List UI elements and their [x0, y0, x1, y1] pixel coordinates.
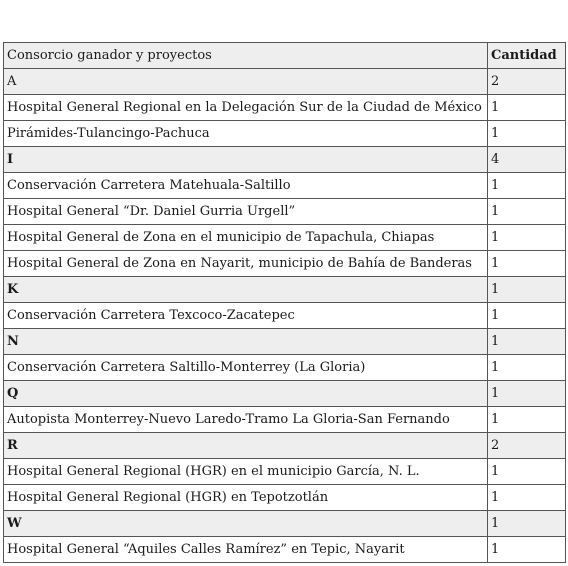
project-name: Conservación Carretera Texcoco-Zacatepec	[4, 303, 488, 329]
consortium-name: A	[4, 69, 488, 95]
consortium-group-row	[4, 147, 566, 173]
header-quantity: Cantidad	[488, 43, 566, 69]
project-quantity: 1	[488, 303, 566, 329]
consortium-quantity: 1	[488, 511, 566, 537]
consortium-group-row	[4, 329, 566, 355]
project-quantity: 1	[488, 355, 566, 381]
project-name: Hospital General “Dr. Daniel Gurria Urgell”	[4, 199, 488, 225]
project-quantity: 1	[488, 537, 566, 563]
project-name: Conservación Carretera Saltillo-Monterrey (La Gloria)	[4, 355, 488, 381]
project-quantity: 1	[488, 485, 566, 511]
consortium-group-row	[4, 69, 566, 95]
project-name: Autopista Monterrey-Nuevo Laredo-Tramo La Gloria-San Fernando	[4, 407, 488, 433]
consortium-quantity: 2	[488, 69, 566, 95]
project-quantity: 1	[488, 251, 566, 277]
project-row	[4, 225, 566, 251]
consortium-name: K	[4, 277, 488, 303]
project-quantity: 1	[488, 121, 566, 147]
consortium-name: I	[4, 147, 488, 173]
table-header-row	[4, 43, 566, 69]
project-name: Pirámides-Tulancingo-Pachuca	[4, 121, 488, 147]
consortium-group-row	[4, 381, 566, 407]
project-quantity: 1	[488, 225, 566, 251]
consortium-group-row	[4, 433, 566, 459]
project-row	[4, 251, 566, 277]
project-row	[4, 537, 566, 563]
consortium-quantity: 1	[488, 329, 566, 355]
consortium-quantity: 2	[488, 433, 566, 459]
project-quantity: 1	[488, 459, 566, 485]
project-quantity: 1	[488, 95, 566, 121]
consortium-projects-table	[3, 42, 566, 563]
project-row	[4, 303, 566, 329]
project-row	[4, 173, 566, 199]
project-row	[4, 95, 566, 121]
project-quantity: 1	[488, 173, 566, 199]
project-name: Hospital General “Aquiles Calles Ramírez” en Tepic, Nayarit	[4, 537, 488, 563]
table-body	[4, 69, 566, 563]
consortium-group-row	[4, 277, 566, 303]
project-row	[4, 459, 566, 485]
consortium-name: R	[4, 433, 488, 459]
consortium-quantity: 4	[488, 147, 566, 173]
project-row	[4, 355, 566, 381]
consortium-name: W	[4, 511, 488, 537]
table-container	[3, 42, 565, 563]
project-name: Conservación Carretera Matehuala-Saltillo	[4, 173, 488, 199]
project-row	[4, 121, 566, 147]
project-quantity: 1	[488, 199, 566, 225]
project-row	[4, 407, 566, 433]
project-name: Hospital General de Zona en Nayarit, municipio de Bahía de Banderas	[4, 251, 488, 277]
project-name: Hospital General Regional (HGR) en Tepotzotlán	[4, 485, 488, 511]
consortium-group-row	[4, 511, 566, 537]
consortium-quantity: 1	[488, 277, 566, 303]
consortium-quantity: 1	[488, 381, 566, 407]
consortium-name: N	[4, 329, 488, 355]
project-name: Hospital General de Zona en el municipio de Tapachula, Chiapas	[4, 225, 488, 251]
project-row	[4, 485, 566, 511]
project-name: Hospital General Regional (HGR) en el municipio García, N. L.	[4, 459, 488, 485]
project-row	[4, 199, 566, 225]
project-name: Hospital General Regional en la Delegación Sur de la Ciudad de México	[4, 95, 488, 121]
project-quantity: 1	[488, 407, 566, 433]
consortium-name: Q	[4, 381, 488, 407]
header-consortium: Consorcio ganador y proyectos	[4, 43, 488, 69]
